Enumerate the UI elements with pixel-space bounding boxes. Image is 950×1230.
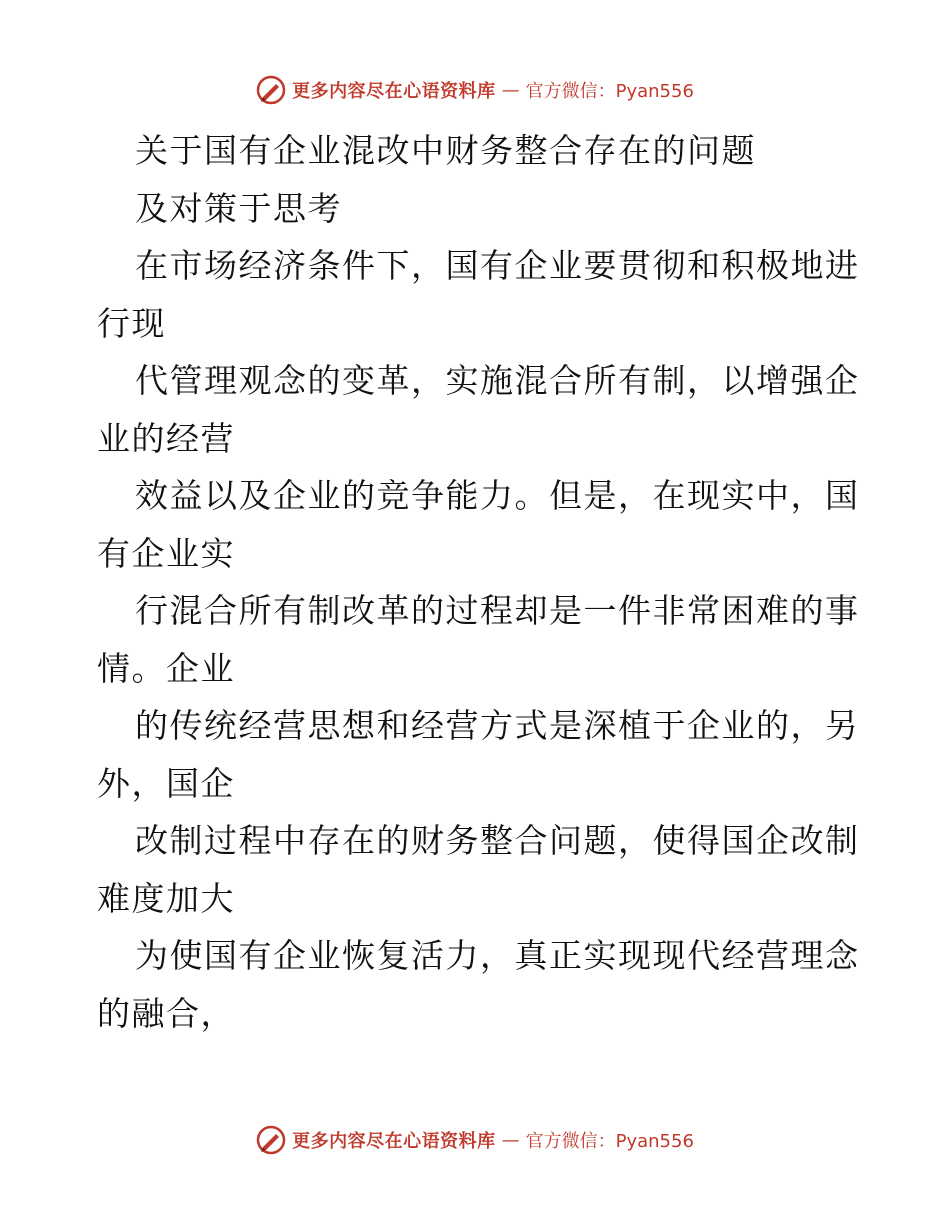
header-dash: — bbox=[501, 79, 520, 101]
doc-line-1: 关于国有企业混改中财务整合存在的问题 bbox=[135, 131, 756, 170]
doc-line-13: 改制过程中存在的财务整合问题，使得国企改制 bbox=[135, 821, 860, 860]
doc-line-16: 的融合， bbox=[97, 993, 235, 1033]
doc-line-6: 业的经营 bbox=[97, 418, 235, 458]
header-wechat-text: 官方微信：Pyan556 bbox=[525, 81, 694, 102]
doc-line-11: 的传统经营思想和经营方式是深植于企业的，另 bbox=[135, 706, 860, 745]
doc-line-5: 代管理观念的变革，实施混合所有制，以增强企 bbox=[135, 361, 860, 400]
doc-line-12: 外，国企 bbox=[97, 763, 235, 803]
doc-line-9: 行混合所有制改革的过程却是一件非常困难的事 bbox=[135, 591, 860, 630]
pen-logo-icon bbox=[256, 1125, 286, 1155]
doc-line-3: 在市场经济条件下，国有企业要贯彻和积极地进 bbox=[135, 246, 860, 285]
doc-line-10: 情。企业 bbox=[97, 648, 235, 688]
footer-site-text: 更多内容尽在心语资料库 bbox=[292, 1131, 496, 1152]
pen-logo-icon bbox=[256, 75, 286, 105]
doc-line-15: 为使国有企业恢复活力，真正实现现代经营理念 bbox=[135, 936, 860, 975]
footer-dash: — bbox=[501, 1129, 520, 1151]
document-body bbox=[97, 122, 860, 1042]
doc-line-14: 难度加大 bbox=[97, 878, 235, 918]
doc-line-2: 及对策于思考 bbox=[135, 188, 342, 228]
doc-line-7: 效益以及企业的竞争能力。但是，在现实中，国 bbox=[135, 476, 860, 515]
footer-banner bbox=[0, 1120, 950, 1160]
footer-wechat-text: 官方微信：Pyan556 bbox=[525, 1131, 694, 1152]
header-site-text: 更多内容尽在心语资料库 bbox=[292, 81, 496, 102]
doc-line-4: 行现 bbox=[97, 303, 166, 343]
header-banner bbox=[0, 70, 950, 110]
doc-line-8: 有企业实 bbox=[97, 533, 235, 573]
